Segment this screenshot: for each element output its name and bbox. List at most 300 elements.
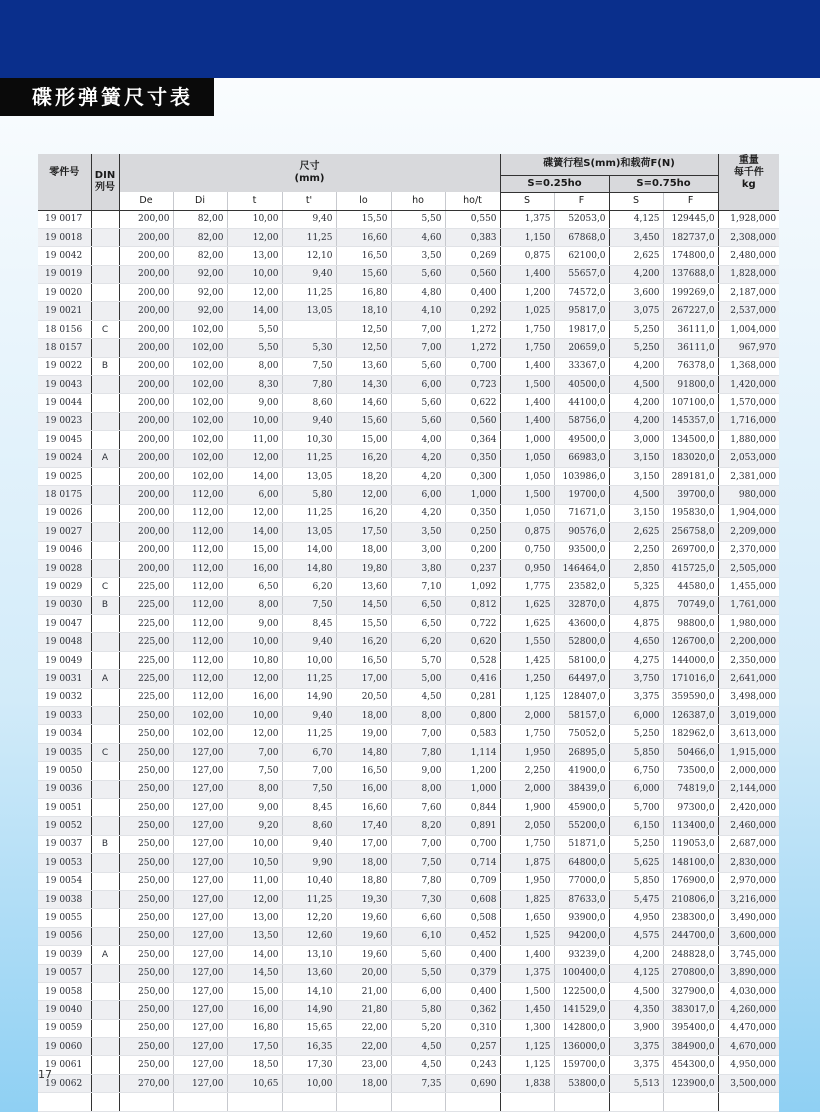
table-row [38,890,779,908]
cell-t: 10,80 [227,651,282,669]
cell-weight: 3,490,000 [718,909,779,927]
cell-s1: 1,200 [500,284,554,302]
cell-s1: 2,000 [500,707,554,725]
cell-f1: 64800,0 [554,854,609,872]
cell-s1: 2,050 [500,817,554,835]
cell-t: 18,50 [227,1056,282,1074]
cell-f2: 50466,0 [663,743,718,761]
cell-ho-t: 0,560 [445,265,500,283]
cell-s2: 5,475 [609,890,663,908]
cell-ho-t: 0,383 [445,228,500,246]
cell-lo: 18,00 [336,854,391,872]
cell-f2: 144000,0 [663,651,718,669]
cell-f2: 454300,0 [663,1056,718,1074]
cell-f1: 141529,0 [554,1001,609,1019]
cell-weight: 2,420,000 [718,799,779,817]
cell-ho-t: 0,400 [445,284,500,302]
cell-de: 200,00 [119,449,173,467]
cell-di: 102,00 [173,339,227,357]
cell-ho: 7,00 [391,835,445,853]
cell-f2: 98800,0 [663,615,718,633]
cell-di: 112,00 [173,486,227,504]
cell-f2: 91800,0 [663,376,718,394]
cell-s2: 5,700 [609,799,663,817]
cell-lo: 13,60 [336,357,391,375]
cell-t-prime: 14,10 [282,982,336,1000]
cell-s2: 4,875 [609,615,663,633]
cell-weight: 1,004,000 [718,320,779,338]
cell-part-number: 19 0039 [38,946,91,964]
cell-din-series [91,394,119,412]
header-din-series: DIN 列号 [91,154,119,210]
cell-f1: 142800,0 [554,1019,609,1037]
cell-lo: 16,50 [336,247,391,265]
cell-t-prime: 11,25 [282,284,336,302]
cell-t: 10,00 [227,265,282,283]
cell-di: 82,00 [173,247,227,265]
cell-lo: 15,50 [336,210,391,228]
cell-part-number: 19 0018 [38,228,91,246]
cell-de: 250,00 [119,1038,173,1056]
cell-t: 10,00 [227,210,282,228]
cell-ho-t: 0,690 [445,1074,500,1092]
cell-t: 9,00 [227,394,282,412]
cell-ho: 6,00 [391,486,445,504]
header-travel-load: 碟簧行程S(mm)和载荷F(N) [500,154,718,175]
cell-din-series: C [91,743,119,761]
cell-part-number: 19 0019 [38,265,91,283]
cell-t: 11,00 [227,872,282,890]
cell-t: 12,00 [227,449,282,467]
cell-t: 8,00 [227,780,282,798]
cell-ho: 3,50 [391,247,445,265]
cell-weight: 2,830,000 [718,854,779,872]
cell-part-number: 19 0024 [38,449,91,467]
cell-ho-t: 0,310 [445,1019,500,1037]
cell-f2: 126387,0 [663,707,718,725]
cell-de: 200,00 [119,320,173,338]
cell-s2: 4,575 [609,927,663,945]
table-row [38,210,779,228]
cell-de: 250,00 [119,762,173,780]
cell-di: 127,00 [173,762,227,780]
cell-din-series [91,541,119,559]
cell-f1: 94200,0 [554,927,609,945]
cell-f2: 248828,0 [663,946,718,964]
cell-s1: 1,025 [500,302,554,320]
cell-s2: 4,125 [609,964,663,982]
cell-t-prime: 9,40 [282,210,336,228]
table-row [38,854,779,872]
table-row [38,1056,779,1074]
cell-t: 13,00 [227,909,282,927]
table-row [38,578,779,596]
page-number: 17 [38,1068,52,1081]
cell-ho: 7,80 [391,872,445,890]
cell-s1: 0,875 [500,247,554,265]
cell-din-series [91,247,119,265]
cell-f2: 119053,0 [663,835,718,853]
cell-ho-t: 0,237 [445,559,500,577]
cell-t: 14,00 [227,302,282,320]
cell-s2: 5,850 [609,872,663,890]
cell-weight: 3,500,000 [718,1074,779,1092]
cell-f2: 76378,0 [663,357,718,375]
cell-di: 127,00 [173,1056,227,1074]
table-row [38,817,779,835]
cell-de: 250,00 [119,725,173,743]
cell-t: 8,00 [227,357,282,375]
header-weight: 重量 每千件 kg [718,154,779,192]
cell-di: 127,00 [173,964,227,982]
cell-ho-t [445,1093,500,1111]
cell-f2: 74819,0 [663,780,718,798]
cell-t-prime: 10,00 [282,651,336,669]
cell-weight: 1,716,000 [718,412,779,430]
cell-din-series [91,467,119,485]
cell-ho: 7,80 [391,743,445,761]
table-row [38,320,779,338]
cell-f1: 71671,0 [554,504,609,522]
cell-t-prime: 7,80 [282,376,336,394]
cell-lo: 16,20 [336,504,391,522]
cell-t: 17,50 [227,1038,282,1056]
cell-ho: 6,60 [391,909,445,927]
table-row [38,449,779,467]
cell-s1: 1,500 [500,982,554,1000]
cell-lo: 12,50 [336,339,391,357]
cell-din-series [91,210,119,228]
cell-weight: 1,915,000 [718,743,779,761]
table-row [38,799,779,817]
cell-de: 200,00 [119,302,173,320]
cell-t: 5,50 [227,339,282,357]
cell-ho-t: 0,350 [445,449,500,467]
cell-f2: 171016,0 [663,670,718,688]
cell-t: 13,00 [227,247,282,265]
cell-s2: 3,150 [609,449,663,467]
cell-t-prime: 7,50 [282,357,336,375]
cell-di: 112,00 [173,523,227,541]
cell-part-number: 19 0023 [38,412,91,430]
cell-lo: 15,60 [336,412,391,430]
table-row [38,1001,779,1019]
cell-f2: 244700,0 [663,927,718,945]
cell-lo: 18,80 [336,872,391,890]
cell-s2: 4,500 [609,376,663,394]
cell-part-number: 19 0057 [38,964,91,982]
cell-ho-t: 0,560 [445,412,500,430]
cell-f1: 40500,0 [554,376,609,394]
cell-ho: 5,20 [391,1019,445,1037]
cell-t: 10,00 [227,412,282,430]
cell-lo: 17,00 [336,835,391,853]
cell-di: 92,00 [173,302,227,320]
cell-f2: 107100,0 [663,394,718,412]
cell-din-series [91,1038,119,1056]
cell-s2: 3,900 [609,1019,663,1037]
cell-de: 250,00 [119,964,173,982]
cell-di: 102,00 [173,725,227,743]
cell-de: 250,00 [119,872,173,890]
cell-f1: 20659,0 [554,339,609,357]
subheader-ho: ho [391,192,445,210]
cell-ho: 4,20 [391,449,445,467]
cell-weight: 1,570,000 [718,394,779,412]
cell-lo: 14,80 [336,743,391,761]
cell-f1: 75052,0 [554,725,609,743]
cell-s1: 2,000 [500,780,554,798]
table-header [38,154,779,210]
cell-f2: 137688,0 [663,265,718,283]
cell-s2: 2,850 [609,559,663,577]
cell-t: 12,00 [227,284,282,302]
cell-t: 10,50 [227,854,282,872]
cell-di [173,1093,227,1111]
cell-part-number: 19 0032 [38,688,91,706]
cell-f1: 62100,0 [554,247,609,265]
cell-part-number: 19 0036 [38,780,91,798]
cell-f2: 183020,0 [663,449,718,467]
cell-weight: 3,498,000 [718,688,779,706]
cell-lo: 16,60 [336,799,391,817]
cell-s1: 1,375 [500,964,554,982]
cell-f2: 238300,0 [663,909,718,927]
cell-f1: 90576,0 [554,523,609,541]
cell-t: 8,30 [227,376,282,394]
cell-lo: 14,60 [336,394,391,412]
cell-din-series [91,964,119,982]
page-title: 碟形弹簧尺寸表 [0,78,214,116]
cell-f1: 64497,0 [554,670,609,688]
cell-s1: 0,750 [500,541,554,559]
cell-di: 112,00 [173,504,227,522]
cell-din-series [91,817,119,835]
cell-weight: 2,000,000 [718,762,779,780]
cell-weight: 2,460,000 [718,817,779,835]
cell-s1: 1,525 [500,927,554,945]
cell-di: 112,00 [173,633,227,651]
cell-weight: 4,670,000 [718,1038,779,1056]
cell-part-number: 19 0052 [38,817,91,835]
cell-t-prime: 13,05 [282,302,336,320]
cell-lo: 22,00 [336,1038,391,1056]
cell-s1: 1,750 [500,725,554,743]
cell-ho-t: 0,452 [445,927,500,945]
cell-part-number: 19 0053 [38,854,91,872]
cell-ho: 5,60 [391,946,445,964]
cell-t-prime: 10,40 [282,872,336,890]
cell-weight: 980,000 [718,486,779,504]
cell-t-prime: 11,25 [282,890,336,908]
cell-weight: 1,368,000 [718,357,779,375]
cell-weight: 967,970 [718,339,779,357]
cell-t-prime: 9,40 [282,707,336,725]
table-row [38,376,779,394]
cell-lo: 14,50 [336,596,391,614]
cell-di: 127,00 [173,817,227,835]
cell-di: 112,00 [173,559,227,577]
cell-weight: 3,613,000 [718,725,779,743]
cell-weight: 3,600,000 [718,927,779,945]
cell-di: 102,00 [173,412,227,430]
table-row [38,265,779,283]
cell-part-number: 19 0045 [38,431,91,449]
table-row [38,357,779,375]
cell-din-series [91,339,119,357]
cell-lo: 17,00 [336,670,391,688]
cell-t: 12,00 [227,504,282,522]
cell-part-number: 19 0031 [38,670,91,688]
cell-ho: 6,00 [391,982,445,1000]
cell-ho-t: 0,350 [445,504,500,522]
cell-de: 250,00 [119,799,173,817]
cell-s2: 3,375 [609,1038,663,1056]
cell-part-number: 19 0029 [38,578,91,596]
cell-ho: 3,80 [391,559,445,577]
cell-lo: 19,60 [336,946,391,964]
cell-s2: 4,200 [609,265,663,283]
cell-s1: 1,500 [500,376,554,394]
cell-weight: 2,641,000 [718,670,779,688]
cell-ho-t: 0,269 [445,247,500,265]
cell-din-series [91,725,119,743]
cell-part-number: 19 0020 [38,284,91,302]
cell-s1: 1,400 [500,357,554,375]
cell-f1: 95817,0 [554,302,609,320]
cell-t-prime: 17,30 [282,1056,336,1074]
cell-t-prime: 12,60 [282,927,336,945]
cell-di: 127,00 [173,1019,227,1037]
cell-t-prime: 13,60 [282,964,336,982]
cell-de: 250,00 [119,982,173,1000]
cell-weight: 1,761,000 [718,596,779,614]
cell-part-number: 18 0156 [38,320,91,338]
cell-din-series [91,909,119,927]
cell-lo: 20,50 [336,688,391,706]
cell-s2: 2,625 [609,523,663,541]
cell-part-number: 19 0044 [38,394,91,412]
cell-s1: 1,750 [500,339,554,357]
cell-de: 225,00 [119,615,173,633]
cell-f2: 123900,0 [663,1074,718,1092]
cell-f2: 395400,0 [663,1019,718,1037]
cell-part-number: 19 0051 [38,799,91,817]
cell-f2: 174800,0 [663,247,718,265]
cell-part-number: 19 0030 [38,596,91,614]
header-s-025: S=0.25ho [500,175,609,192]
cell-din-series [91,1056,119,1074]
cell-t: 9,20 [227,817,282,835]
cell-part-number: 19 0026 [38,504,91,522]
cell-t: 12,00 [227,890,282,908]
cell-t: 7,50 [227,762,282,780]
cell-s2: 4,350 [609,1001,663,1019]
cell-de: 200,00 [119,265,173,283]
cell-t: 16,00 [227,688,282,706]
cell-part-number: 19 0056 [38,927,91,945]
cell-f1: 93900,0 [554,909,609,927]
cell-di: 82,00 [173,228,227,246]
cell-lo: 18,00 [336,707,391,725]
cell-s1: 1,250 [500,670,554,688]
cell-f2: 270800,0 [663,964,718,982]
cell-ho: 6,50 [391,615,445,633]
cell-weight: 4,030,000 [718,982,779,1000]
cell-f1: 19817,0 [554,320,609,338]
cell-t-prime: 11,25 [282,504,336,522]
cell-part-number: 18 0157 [38,339,91,357]
cell-f2: 36111,0 [663,320,718,338]
cell-ho-t: 0,416 [445,670,500,688]
cell-weight: 2,505,000 [718,559,779,577]
cell-de: 250,00 [119,909,173,927]
cell-di: 102,00 [173,707,227,725]
cell-lo: 15,00 [336,431,391,449]
cell-de: 250,00 [119,927,173,945]
cell-ho-t: 0,292 [445,302,500,320]
cell-de: 250,00 [119,1001,173,1019]
cell-di: 127,00 [173,1074,227,1092]
cell-s1: 1,750 [500,320,554,338]
cell-ho-t: 0,550 [445,210,500,228]
cell-di: 127,00 [173,1038,227,1056]
cell-t-prime [282,320,336,338]
cell-f2: 176900,0 [663,872,718,890]
cell-f1: 23582,0 [554,578,609,596]
table-row [38,247,779,265]
cell-de: 200,00 [119,467,173,485]
cell-ho: 5,50 [391,210,445,228]
cell-de: 250,00 [119,946,173,964]
cell-f1: 136000,0 [554,1038,609,1056]
cell-weight: 2,381,000 [718,467,779,485]
cell-ho-t: 0,364 [445,431,500,449]
cell-s2: 5,250 [609,339,663,357]
cell-s1: 1,050 [500,504,554,522]
cell-f1: 66983,0 [554,449,609,467]
cell-ho: 7,00 [391,320,445,338]
header-dimensions: 尺寸 (mm) [119,154,500,192]
cell-f1: 58756,0 [554,412,609,430]
cell-f1: 41900,0 [554,762,609,780]
cell-f1: 93239,0 [554,946,609,964]
cell-lo: 19,00 [336,725,391,743]
cell-part-number: 19 0040 [38,1001,91,1019]
cell-t-prime: 11,25 [282,228,336,246]
cell-t-prime: 14,90 [282,688,336,706]
cell-ho: 4,50 [391,1056,445,1074]
cell-ho-t: 0,528 [445,651,500,669]
cell-din-series: A [91,670,119,688]
cell-t-prime: 15,65 [282,1019,336,1037]
cell-s2: 5,250 [609,320,663,338]
cell-lo: 19,60 [336,909,391,927]
cell-t-prime: 10,00 [282,1074,336,1092]
table-row [38,412,779,430]
cell-f1: 100400,0 [554,964,609,982]
cell-lo: 12,50 [336,320,391,338]
cell-lo: 23,00 [336,1056,391,1074]
cell-weight: 2,687,000 [718,835,779,853]
cell-t-prime: 9,40 [282,835,336,853]
cell-f1: 146464,0 [554,559,609,577]
cell-di: 127,00 [173,946,227,964]
cell-ho: 7,30 [391,890,445,908]
cell-part-number: 19 0021 [38,302,91,320]
cell-lo: 19,30 [336,890,391,908]
cell-lo: 16,50 [336,651,391,669]
